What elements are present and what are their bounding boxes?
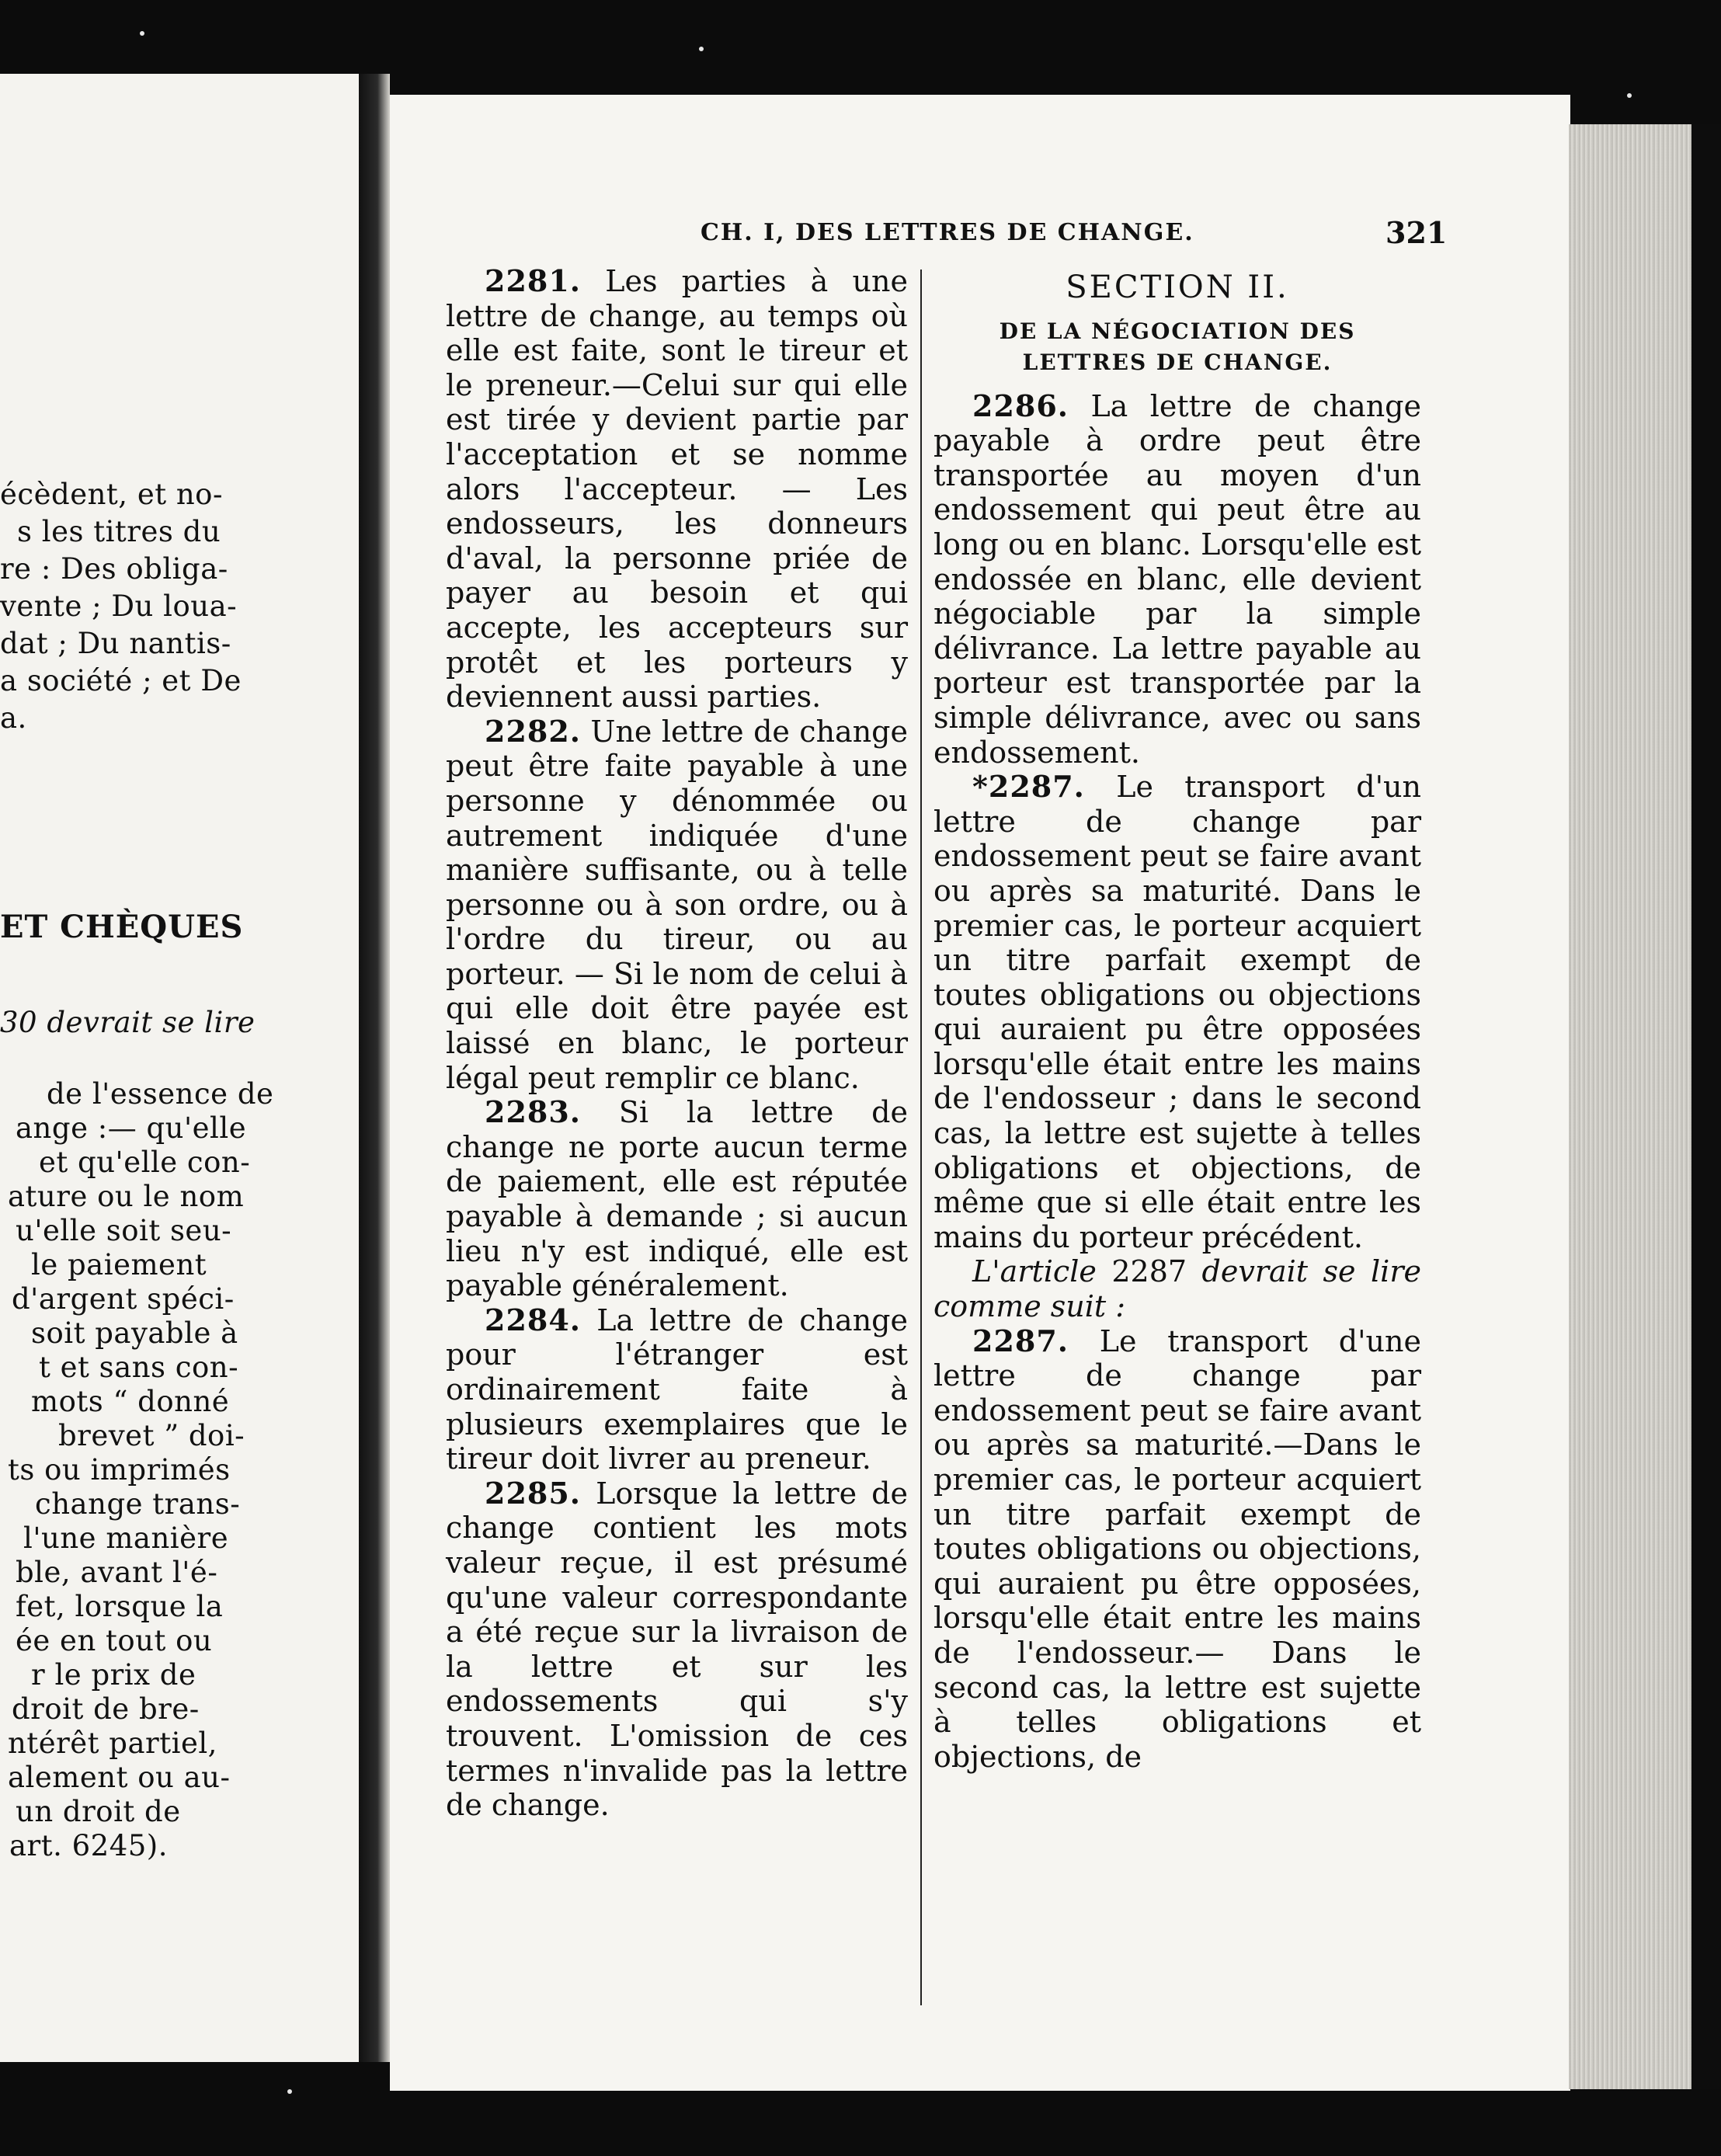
article-paragraph xyxy=(446,1303,908,1476)
page-number: 321 xyxy=(1385,215,1448,250)
article-text: La lettre de change payable à ordre peut être transportée au moyen d'un endossement qui peut être au long ou en blanc. Lorsqu'elle est endossée en blanc, elle devient négociable par la simple délivrance. La lettre payable au porteur est transportée par la simple délivrance, avec ou sans endossement. xyxy=(934,388,1421,770)
page-block-edge xyxy=(1569,124,1693,2089)
book-gutter xyxy=(359,74,390,2062)
left-note: 30 devrait se lire xyxy=(0,1006,256,1039)
left-fragment: s les titres du xyxy=(17,515,221,548)
article-text: Si la lettre de change ne porte aucun terme de paiement, elle est réputée payable à demande ; si aucun lieu n'y est indiqué, elle est payable généralement. xyxy=(446,1095,908,1303)
left-fragment: dat ; Du nantis- xyxy=(0,627,231,660)
right-column xyxy=(934,264,1421,1774)
article-paragraph xyxy=(446,1476,908,1823)
left-line: de l'essence de xyxy=(47,1077,274,1111)
article-paragraph xyxy=(446,264,908,715)
left-line: d'argent spéci- xyxy=(12,1282,235,1316)
dust-speck xyxy=(1627,93,1632,98)
left-line: l'une manière xyxy=(23,1521,229,1555)
left-fragment: a. xyxy=(0,701,27,735)
note-prefix: L'article xyxy=(972,1254,1097,1289)
left-line: ble, avant l'é- xyxy=(16,1556,218,1589)
left-facing-page xyxy=(0,74,363,2062)
article-text: Une lettre de change peut être faite payable à une personne y dénommée ou autrement indiquée d'une manière suffisante, ou à telle personne ou à son ordre, ou à l'ordre du tireur, ou au porteur. — Si le nom de celui à qui elle doit être payée est laissé en blanc, le porteur légal peut remplir ce blanc. xyxy=(446,714,908,1095)
note-number: 2287 xyxy=(1111,1254,1187,1289)
article-number: 2281. xyxy=(485,263,581,298)
left-line: ts ou imprimés xyxy=(8,1453,231,1487)
left-line: droit de bre- xyxy=(12,1692,200,1726)
article-number: 2287. xyxy=(972,1323,1069,1358)
article-paragraph xyxy=(446,1095,908,1303)
left-line: le paiement xyxy=(31,1248,207,1281)
left-line: r le prix de xyxy=(31,1658,196,1692)
article-paragraph xyxy=(934,389,1421,770)
left-line: soit payable à xyxy=(31,1316,238,1350)
left-fragment: écèdent, et no- xyxy=(0,478,223,511)
section-title: SECTION II. xyxy=(1066,270,1289,305)
article-text: Les parties à une lettre de change, au temps où elle est faite, sont le tireur et le preneur.—Celui sur qui elle est tirée y devient partie par l'acceptation et se nomme alors l'accepteur. — Les endosseurs, les donneurs d'aval, la personne priée de payer au besoin et qui accepte, les accepteurs sur protêt et les porteurs y deviennent aussi parties. xyxy=(446,264,908,715)
article-text: Le transport d'une lettre de change par endossement peut se faire avant ou après sa maturité.—Dans le premier cas, le porteur acquiert un titre parfait exempt de toutes obligations ou objections, qui auraient pu être opposées, lorsqu'elle était entre les mains de l'endosseur.— Dans le second cas, la lettre est sujette à telles obligations et objections, de xyxy=(934,1323,1421,1774)
left-line: ée en tout ou xyxy=(16,1624,213,1657)
column-divider xyxy=(920,270,922,2005)
left-heading: ET CHÈQUES xyxy=(0,909,244,945)
left-line: ange :— qu'elle xyxy=(16,1111,247,1145)
article-text: La lettre de change pour l'étranger est ordinairement faite à plusieurs exemplaires que le tireur doit livrer au preneur. xyxy=(446,1302,908,1476)
left-line: art. 6245). xyxy=(9,1829,168,1862)
left-fragment: vente ; Du loua- xyxy=(0,589,238,623)
left-line: brevet ” doi- xyxy=(58,1419,245,1452)
left-line: fet, lorsque la xyxy=(16,1590,224,1623)
left-line: et qu'elle con- xyxy=(39,1146,251,1179)
article-number: 2282. xyxy=(485,713,581,749)
left-fragment: a société ; et De xyxy=(0,664,242,697)
article-number: 2285. xyxy=(485,1475,581,1511)
left-line: ntérêt partiel, xyxy=(8,1727,217,1760)
article-number: 2283. xyxy=(485,1094,581,1130)
left-line: t et sans con- xyxy=(39,1351,239,1384)
article-paragraph xyxy=(934,770,1421,1254)
article-text: Lorsque la lettre de change contient les mots valeur reçue, il est présumé qu'une valeur correspondante a été reçue sur la livraison de la lettre et sur les endossements qui s'y trouvent. L'omission de ces termes n'invalide pas la lettre de change. xyxy=(446,1476,908,1823)
article-number: *2287. xyxy=(972,769,1085,805)
left-line: un droit de xyxy=(16,1795,181,1828)
dust-speck xyxy=(287,2089,292,2094)
left-line: alement ou au- xyxy=(8,1761,231,1794)
left-line: u'elle soit seu- xyxy=(16,1214,232,1247)
article-paragraph xyxy=(446,715,908,1096)
dust-speck xyxy=(699,47,704,51)
dust-speck xyxy=(140,31,144,36)
amendment-note xyxy=(934,1254,1421,1323)
running-head: CH. I, DES LETTRES DE CHANGE. xyxy=(701,219,1194,246)
left-line: ature ou le nom xyxy=(8,1180,245,1213)
article-number: 2284. xyxy=(485,1302,581,1337)
scan-border xyxy=(1691,124,1721,2089)
article-paragraph xyxy=(934,1324,1421,1775)
article-text: Le transport d'un lettre de change par endossement peut se faire avant ou après sa maturité. Dans le premier cas, le porteur acquiert un titre parfait exempt de toutes obligations ou objections qui auraient pu être opposées lorsqu'elle était entre les mains de l'endosseur ; dans le second cas, la lettre est sujette à telles obligations et objections, de même que si elle était entre les mains du porteur précédent. xyxy=(934,770,1421,1254)
left-line: mots “ donné xyxy=(31,1385,230,1418)
left-fragment: re : Des obliga- xyxy=(0,552,228,586)
left-column xyxy=(446,264,908,1823)
article-number: 2286. xyxy=(972,388,1069,423)
right-page xyxy=(390,95,1570,2091)
left-line: change trans- xyxy=(35,1487,241,1521)
note-suffix: devrait se lire comme suit : xyxy=(934,1254,1421,1324)
section-subtitle: DE LA NÉGOCIATION DES LETTRES DE CHANGE. xyxy=(999,318,1356,375)
